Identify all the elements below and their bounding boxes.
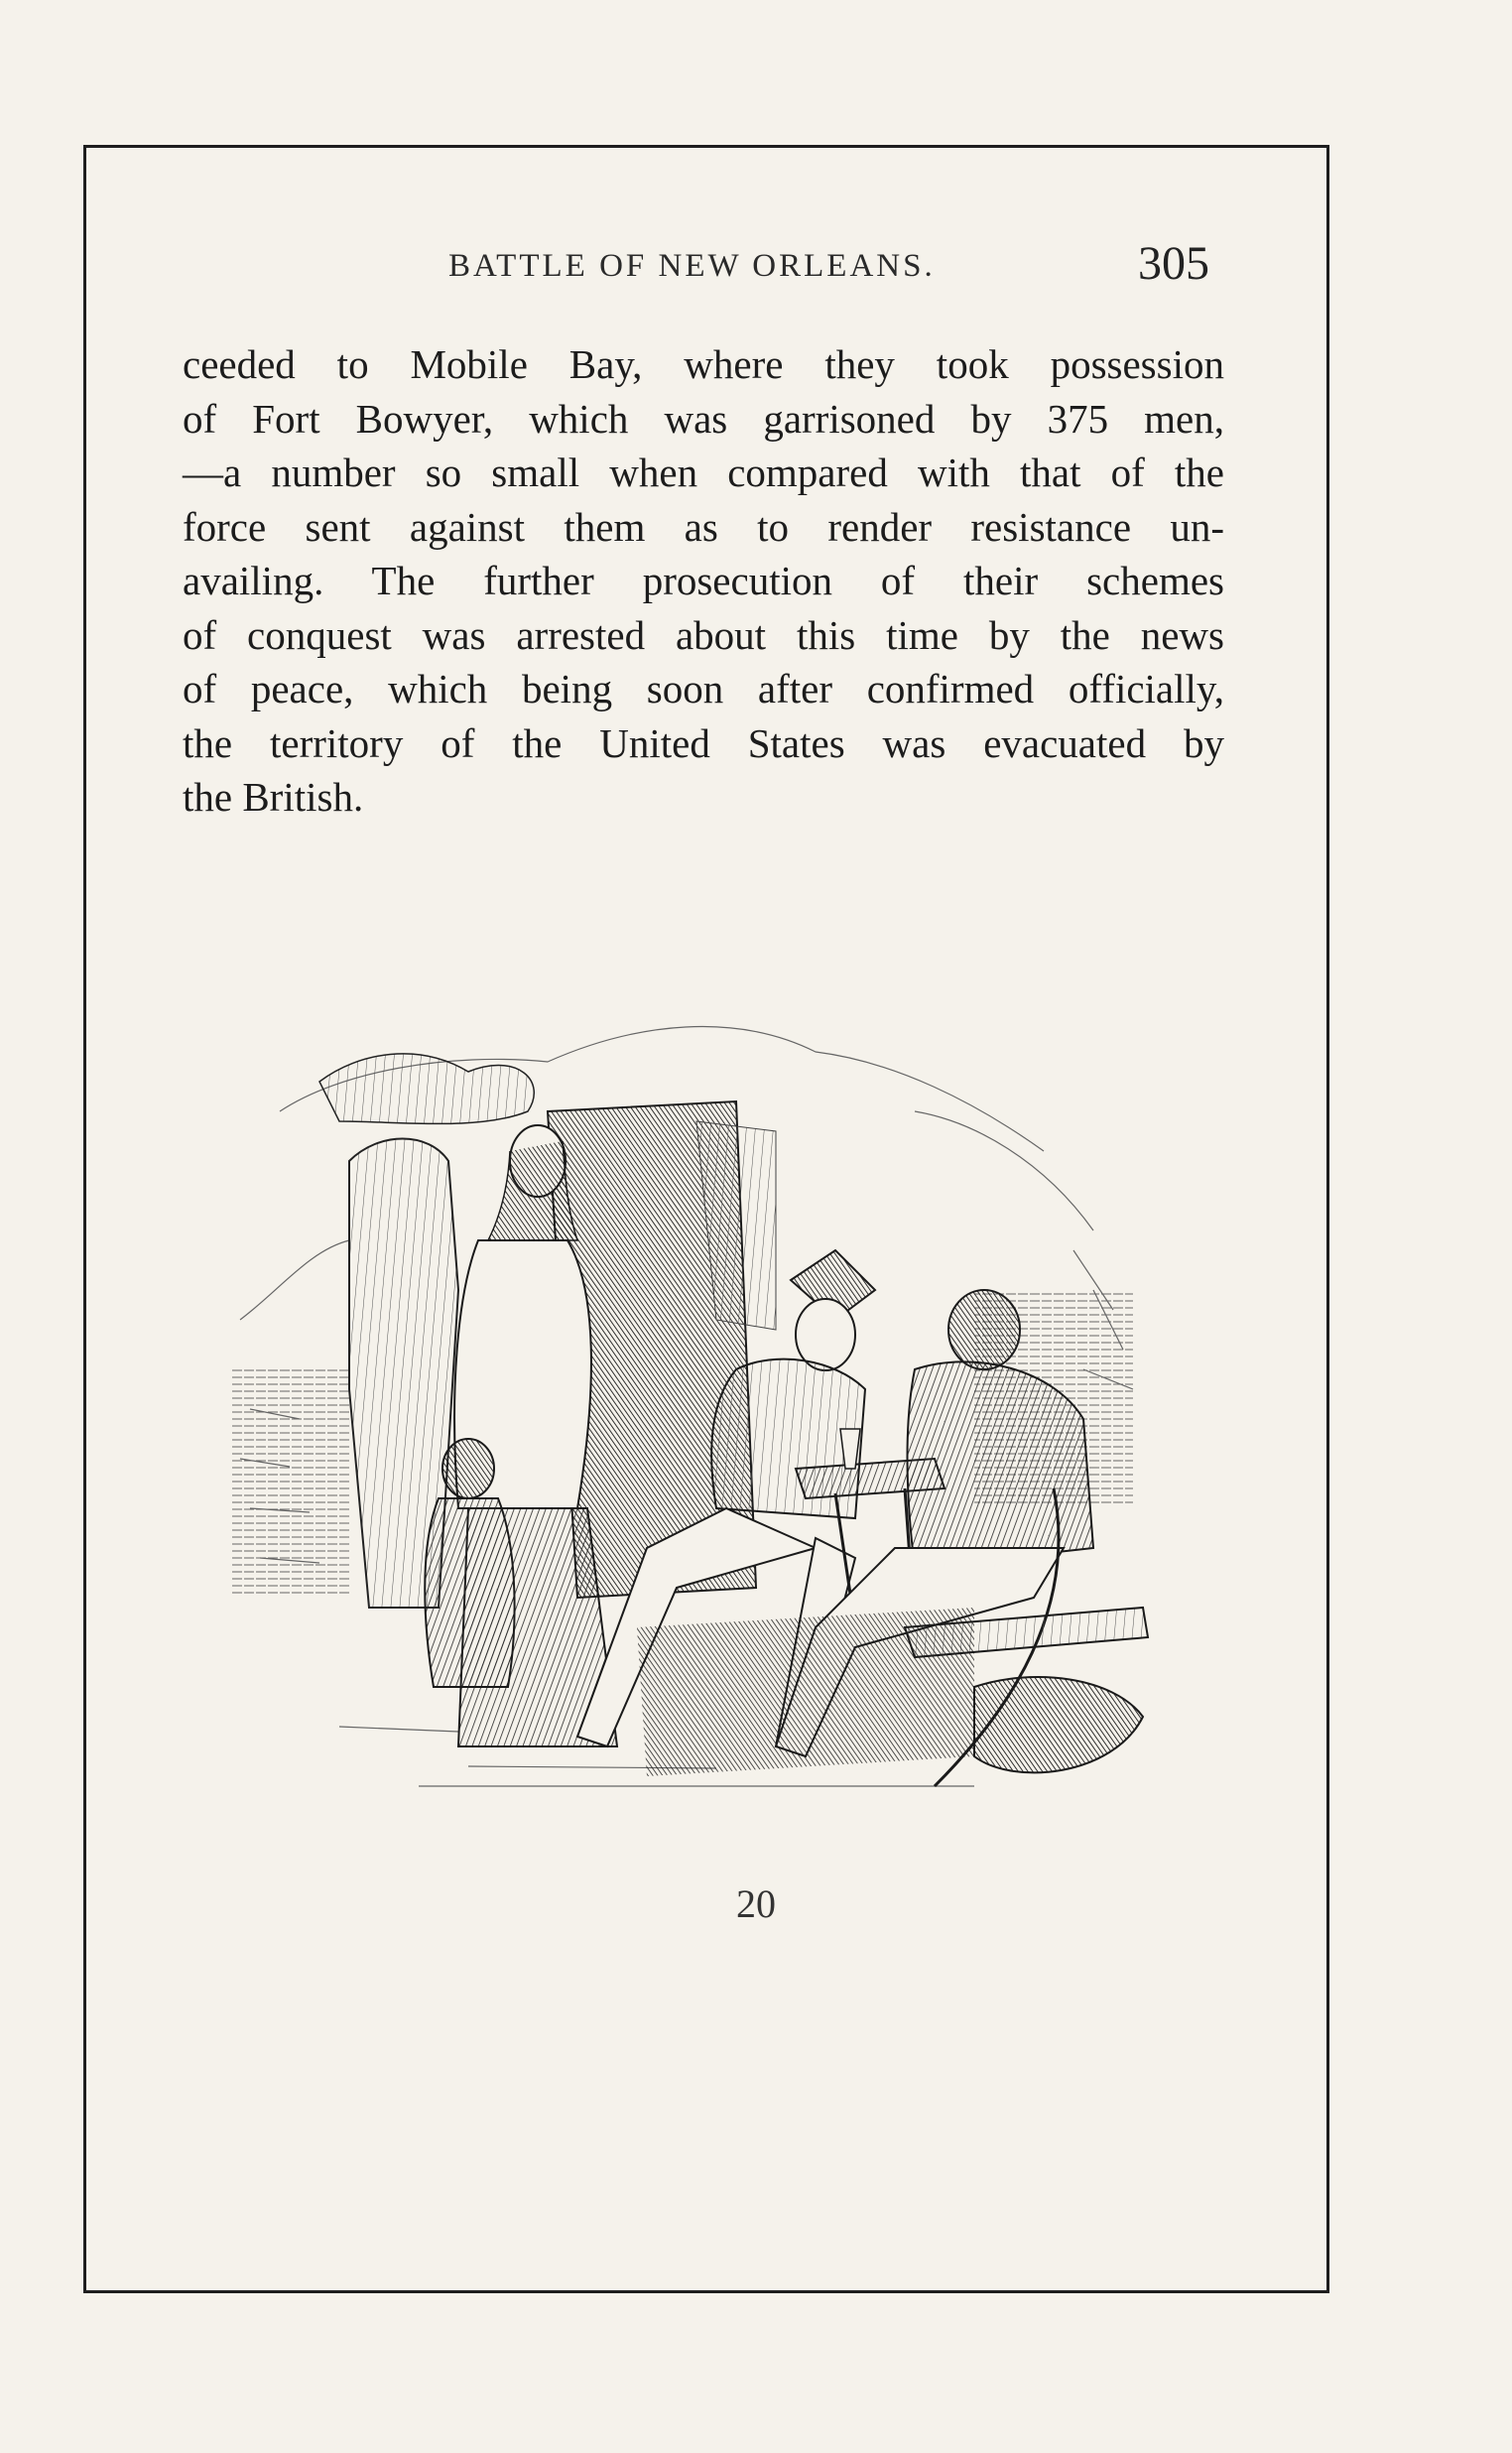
log-pile [974, 1677, 1143, 1772]
page-number: 305 [1138, 237, 1209, 290]
foliage [319, 1054, 534, 1124]
signature-mark: 20 [736, 1881, 776, 1926]
body-paragraph [183, 337, 1224, 825]
text-line: ceeded to Mobile Bay, where they took possession [183, 341, 1224, 387]
ground-shadow [637, 1608, 974, 1776]
ground-left-lines [230, 1369, 349, 1598]
text-line: force sent against them as to render resistance un- [183, 503, 1224, 550]
engraving-illustration [220, 992, 1173, 1816]
text-line: availing. The further prosecution of their schemes [183, 558, 1224, 603]
text-line: of conquest was arrested about this time by the news [183, 611, 1224, 658]
text-line: the territory of the United States was evacuated by [183, 719, 1224, 766]
text-line: the British. [183, 774, 364, 820]
running-title: BATTLE OF NEW ORLEANS. [448, 248, 936, 284]
text-line: of Fort Bowyer, which was garrisoned by 375 men, [183, 395, 1224, 442]
text-line: —a number so small when compared with that of the [183, 450, 1224, 495]
text-line: of peace, which being soon after confirmed officially, [183, 666, 1224, 711]
